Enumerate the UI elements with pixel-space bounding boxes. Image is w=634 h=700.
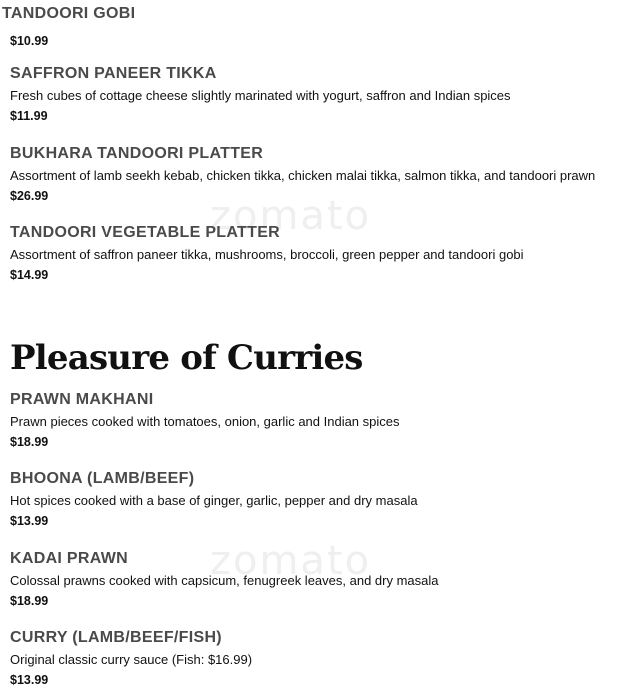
menu-item-price: $13.99 <box>10 514 49 528</box>
menu-item <box>10 64 630 124</box>
menu-item-price: $18.99 <box>10 594 49 608</box>
menu-item <box>10 549 630 609</box>
menu-item-name: BUKHARA TANDOORI PLATTER <box>10 145 264 162</box>
menu-item-name: CURRY (LAMB/BEEF/FISH) <box>10 629 222 646</box>
menu-item <box>10 223 630 283</box>
menu-item-name: TANDOORI VEGETABLE PLATTER <box>10 224 281 241</box>
menu-item-price: $14.99 <box>10 268 49 282</box>
menu-item-price: $10.99 <box>10 34 49 48</box>
menu-item-description: Colossal prawns cooked with capsicum, fenugreek leaves, and dry masala <box>10 573 439 588</box>
menu-item-description: Hot spices cooked with a base of ginger, garlic, pepper and dry masala <box>10 493 418 508</box>
menu-item-price: $13.99 <box>10 673 49 687</box>
menu-item-description: Prawn pieces cooked with tomatoes, onion, garlic and Indian spices <box>10 414 400 429</box>
menu-item-description: Original classic curry sauce (Fish: $16.99) <box>10 652 253 667</box>
menu-item-price: $18.99 <box>10 435 49 449</box>
section-title: Pleasure of Curries <box>10 338 363 378</box>
menu-item-name: SAFFRON PANEER TIKKA <box>10 65 217 82</box>
menu-item-description: Assortment of lamb seekh kebab, chicken tikka, chicken malai tikka, salmon tikka, and tandoori prawn <box>10 168 596 183</box>
menu-item <box>10 469 630 529</box>
menu-item-name: BHOONA (LAMB/BEEF) <box>10 470 195 487</box>
menu-item-price: $11.99 <box>10 109 48 123</box>
menu-item-name: TANDOORI GOBI <box>2 5 136 22</box>
menu-item-description: Fresh cubes of cottage cheese slightly marinated with yogurt, saffron and Indian spices <box>10 88 511 103</box>
menu-item-price: $26.99 <box>10 189 49 203</box>
menu-item-name: PRAWN MAKHANI <box>10 391 154 408</box>
menu-item-name: KADAI PRAWN <box>10 550 128 567</box>
menu-item <box>10 144 630 204</box>
menu-item <box>10 390 630 450</box>
menu-item-description: Assortment of saffron paneer tikka, mushrooms, broccoli, green pepper and tandoori gobi <box>10 247 524 262</box>
watermark-logo: zomato <box>210 538 372 584</box>
watermark-logo: zomato <box>210 193 372 239</box>
menu-item <box>10 628 630 688</box>
